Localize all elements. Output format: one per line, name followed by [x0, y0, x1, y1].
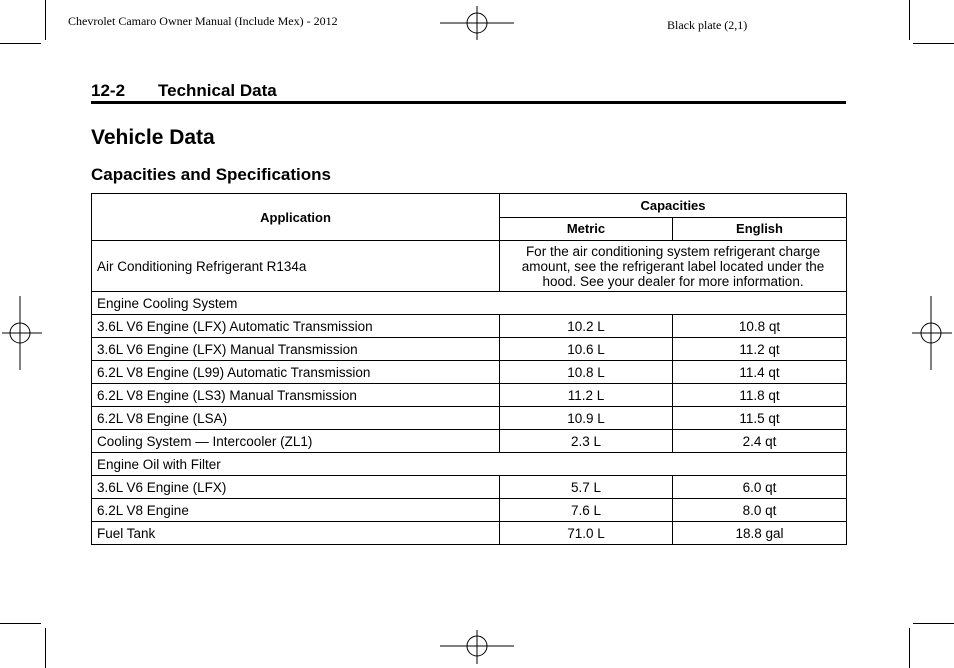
- refrigerant-note: For the air conditioning system refrigerant charge amount, see the refrigerant label located under the hood. See your dealer for more information.: [500, 241, 847, 292]
- column-header-capacities: Capacities: [500, 194, 847, 218]
- section-title: Technical Data: [158, 81, 277, 100]
- registration-mark-top: [440, 6, 514, 40]
- row-label: 3.6L V6 Engine (LFX) Automatic Transmission: [92, 315, 500, 338]
- crop-mark: [45, 628, 46, 668]
- table-row: [92, 407, 847, 430]
- english-value: 11.5 qt: [673, 407, 847, 430]
- table-row: [92, 241, 847, 292]
- capacities-table: [91, 193, 847, 545]
- english-value: 6.0 qt: [673, 476, 847, 499]
- group-header-oil: Engine Oil with Filter: [92, 453, 847, 476]
- manual-title: Chevrolet Camaro Owner Manual (Include Mex) - 2012: [68, 14, 338, 28]
- table-row: [92, 522, 847, 545]
- row-label: 6.2L V8 Engine: [92, 499, 500, 522]
- metric-value: 11.2 L: [500, 384, 673, 407]
- metric-value: 10.9 L: [500, 407, 673, 430]
- crop-mark: [0, 43, 41, 44]
- section-header: [91, 80, 846, 104]
- row-label: Fuel Tank: [92, 522, 500, 545]
- crop-mark: [913, 43, 954, 44]
- table-row: [92, 476, 847, 499]
- metric-value: 7.6 L: [500, 499, 673, 522]
- row-label: 3.6L V6 Engine (LFX) Manual Transmission: [92, 338, 500, 361]
- registration-mark-bottom: [440, 630, 514, 664]
- page-subtitle: Capacities and Specifications: [91, 165, 331, 184]
- crop-mark: [45, 0, 46, 40]
- metric-value: 2.3 L: [500, 430, 673, 453]
- table-row: [92, 361, 847, 384]
- metric-value: 10.6 L: [500, 338, 673, 361]
- table-row: [92, 315, 847, 338]
- row-label: 6.2L V8 Engine (LS3) Manual Transmission: [92, 384, 500, 407]
- group-header-cooling: Engine Cooling System: [92, 292, 847, 315]
- metric-value: 10.8 L: [500, 361, 673, 384]
- english-value: 8.0 qt: [673, 499, 847, 522]
- english-value: 10.8 qt: [673, 315, 847, 338]
- metric-value: 71.0 L: [500, 522, 673, 545]
- registration-mark-right: [912, 296, 952, 370]
- column-header-application: Application: [92, 194, 500, 241]
- english-value: 11.8 qt: [673, 384, 847, 407]
- table-row: [92, 499, 847, 522]
- row-label: Cooling System — Intercooler (ZL1): [92, 430, 500, 453]
- metric-value: 10.2 L: [500, 315, 673, 338]
- row-label: Air Conditioning Refrigerant R134a: [92, 241, 500, 292]
- column-header-metric: Metric: [500, 217, 673, 241]
- section-number: 12-2: [91, 81, 126, 100]
- crop-mark: [913, 623, 954, 624]
- table-row: [92, 453, 847, 476]
- column-header-english: English: [673, 217, 847, 241]
- table-row: [92, 292, 847, 315]
- row-label: 3.6L V6 Engine (LFX): [92, 476, 500, 499]
- crop-mark: [909, 628, 910, 668]
- registration-mark-left: [2, 296, 42, 370]
- table-row: [92, 430, 847, 453]
- row-label: 6.2L V8 Engine (LSA): [92, 407, 500, 430]
- row-label: 6.2L V8 Engine (L99) Automatic Transmission: [92, 361, 500, 384]
- english-value: 2.4 qt: [673, 430, 847, 453]
- table-row: [92, 338, 847, 361]
- metric-value: 5.7 L: [500, 476, 673, 499]
- page-title: Vehicle Data: [91, 126, 215, 149]
- crop-mark: [0, 623, 41, 624]
- table-row: [92, 384, 847, 407]
- crop-mark: [909, 0, 910, 40]
- english-value: 18.8 gal: [673, 522, 847, 545]
- english-value: 11.2 qt: [673, 338, 847, 361]
- english-value: 11.4 qt: [673, 361, 847, 384]
- plate-label: Black plate (2,1): [667, 18, 748, 32]
